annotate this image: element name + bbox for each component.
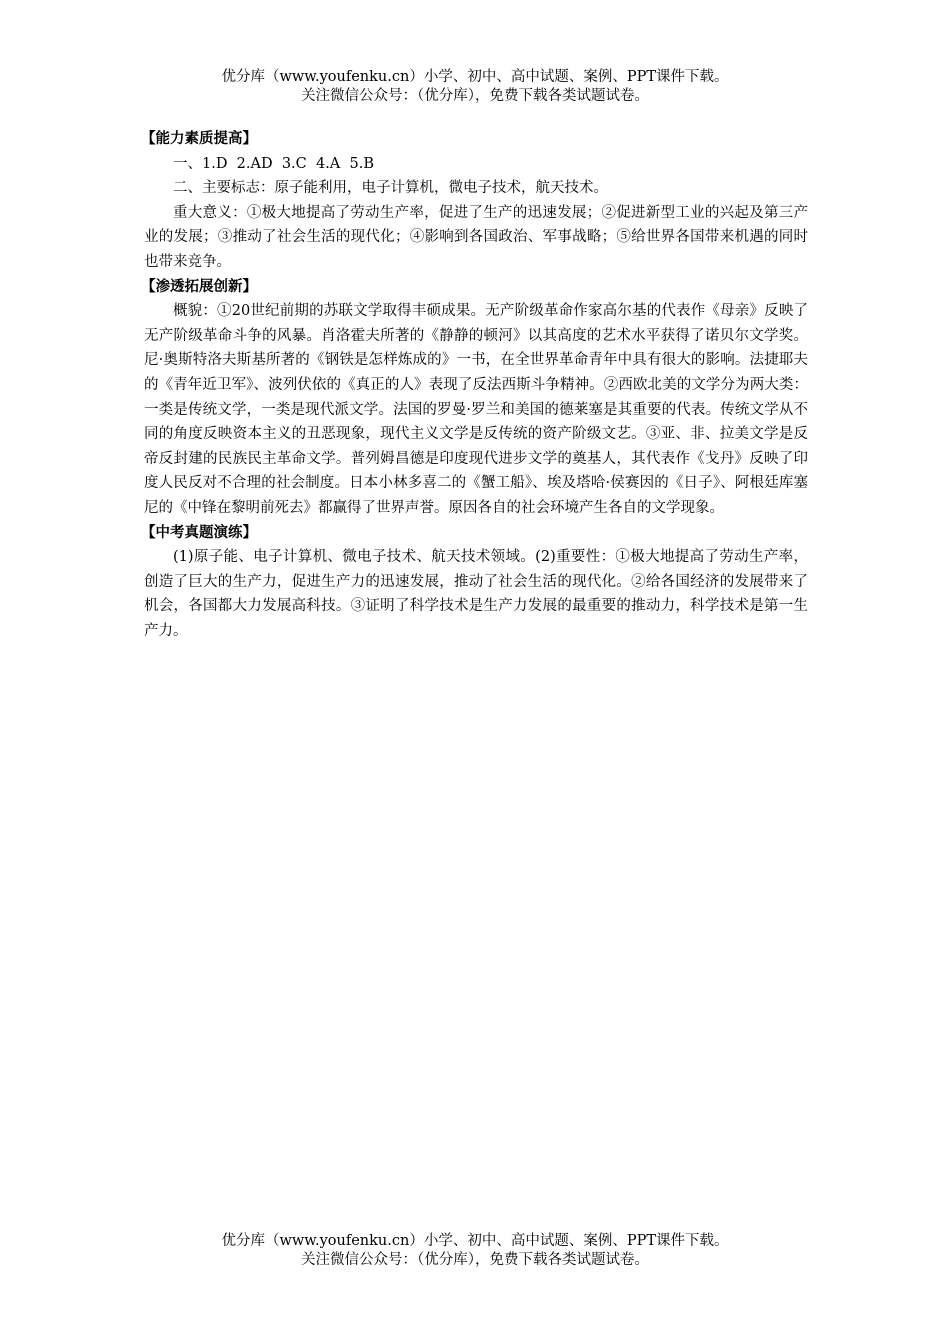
section-title-extension: 【渗透拓展创新】 [141,278,257,295]
paragraph-exam-answer: (1)原子能、电子计算机、微电子技术、航天技术领域。(2)重要性：①极大地提高了劳动生产率，创造了巨大的生产力，促进生产力的迅速发展，推动了社会生活的现代化。②给各国经济的发展带来了机会，各国都大力发展高科技。③证明了科学技术是生产力发展的最重要的推动力，科学技术是第一生产力。 [144,549,808,639]
footer-line-2: 关注微信公众号：（优分库），免费下载各类试题试卷。 [301,1252,649,1268]
page-footer [0,1232,950,1270]
header-line-1: 优分库（www.youfenku.cn）小学、初中、高中试题、案例、PPT课件下载。 [221,69,729,85]
paragraph-significance: 重大意义：①极大地提高了劳动生产率，促进了生产的迅速发展；②促进新型工业的兴起及第三产业的发展；③推动了社会生活的现代化；④影响到各国政治、军事战略；⑤给世界各国带来机遇的同时也带来竞争。 [144,204,808,270]
choice-answers: 一、1.D 2.AD 3.C 4.A 5.B [173,155,374,172]
section-title-exam-practice: 【中考真题演练】 [141,524,257,541]
section-title-ability: 【能力素质提高】 [141,131,257,147]
footer-line-1: 优分库（www.youfenku.cn）小学、初中、高中试题、案例、PPT课件下载。 [221,1233,729,1249]
header-line-2: 关注微信公众号：（优分库），免费下载各类试题试卷。 [301,88,649,104]
paragraph-main-marks: 二、主要标志：原子能利用，电子计算机，微电子技术，航天技术。 [173,180,608,197]
document-body [141,127,808,643]
page-header [0,68,950,106]
paragraph-literature-overview: 概貌：①20世纪前期的苏联文学取得丰硕成果。无产阶级革命作家高尔基的代表作《母亲》反映了无产阶级革命斗争的风暴。肖洛霍夫所著的《静静的顿河》以其高度的艺术水平获得了诺贝尔文学奖。尼·奥斯特洛夫斯基所著的《钢铁是怎样炼成的》一书，在全世界革命青年中具有很大的影响。法捷耶夫的《青年近卫军》、波列伏依的《真正的人》表现了反法西斯斗争精神。②西欧北美的文学分为两大类：一类是传统文学，一类是现代派文学。法国的罗曼·罗兰和美国的德莱塞是其重要的代表。传统文学从不同的角度反映资本主义的丑恶现象，现代主义文学是反传统的资产阶级文艺。③亚、非、拉美文学是反帝反封建的民族民主革命文学。普列姆昌德是印度现代进步文学的奠基人，其代表作《戈丹》反映了印度人民反对不合理的社会制度。日本小林多喜二的《蟹工船》、埃及塔哈·侯赛因的《日子》、阿根廷库塞尼的《中锋在黎明前死去》都赢得了世界声誉。原因各自的社会环境产生各自的文学现象。 [144,303,808,516]
